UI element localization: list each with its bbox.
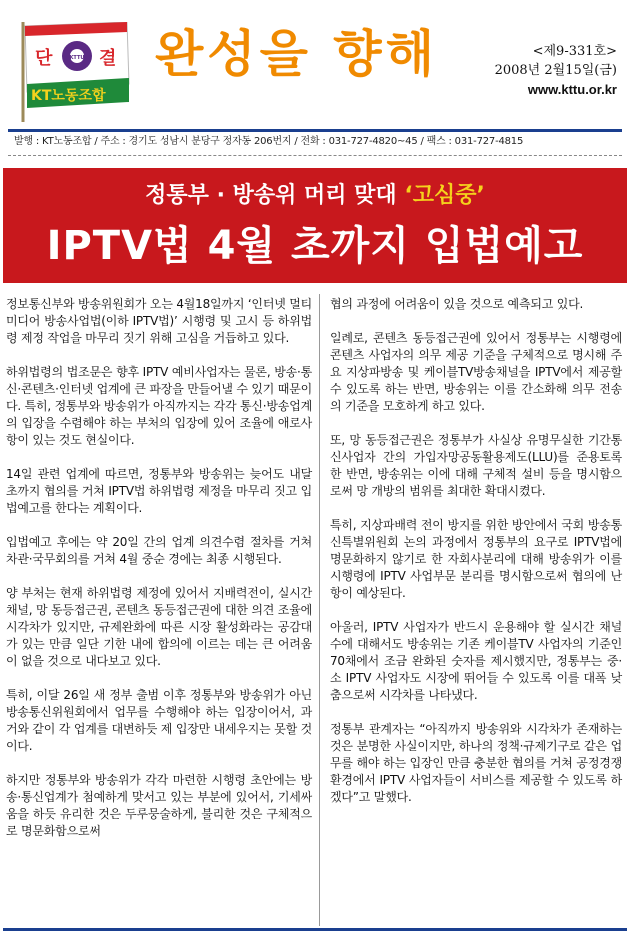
- article-paragraph: 양 부처는 현재 하위법령 제정에 있어서 지배력전이, 실시간채널, 망 동등접근권, 콘텐츠 동등접근권에 대한 의견 조율에 시각차가 있지만, 규제완화에 따른 시장 활성화라는 공감대가 있는 만큼 일단 기한 내에 합의에 이르는 데는 큰 어려움이 없을 것으로 내다보고 있다.: [6, 586, 312, 668]
- issue-number: <제9-331호>: [532, 44, 617, 59]
- union-flag-logo: [15, 22, 133, 122]
- article-paragraph: 하지만 정통부와 방송위가 각각 마련한 시행령 초안에는 방송·통신업계가 첨예하게 맞서고 있는 부분에 있어서, 기세싸움을 하듯 유리한 것은 두루뭉술하게, 불리한 것은 구체적으로 명문화함으로써: [6, 773, 312, 838]
- masthead: [5, 6, 625, 132]
- flag-banner-text: KT노동조합: [31, 88, 106, 104]
- issue-date: 2008년 2월15일(금): [494, 63, 617, 78]
- website-link[interactable]: www.kttu.or.kr: [527, 82, 617, 97]
- footer-divider: [3, 928, 627, 931]
- article-paragraph: 정보통신부와 방송위원회가 오는 4월18일까지 ‘인터넷 멀티미디어 방송사업법(이하 IPTV법)’ 시행령 및 고시 등 하위법령 제정 작업을 마무리 짓기 위해 고심을 거듭하고 있다.: [6, 297, 313, 345]
- headline-title: IPTV법 4월 초까지 입법예고: [46, 223, 584, 269]
- flag-text-right: 결: [99, 48, 117, 69]
- article-paragraph: 14일 관련 업계에 따르면, 정통부와 방송위는 늦어도 내달 초까지 협의를 거쳐 IPTV법 하위법령 제정을 마무리 짓고 입법예고를 한다는 계획이다.: [6, 467, 312, 515]
- article-right-column: [330, 296, 622, 823]
- article-left-column: [6, 296, 312, 857]
- article-paragraph: 정통부 관계자는 “아직까지 방송위와 시각차가 존재하는 것은 분명한 사실이지만, 하나의 정책·규제기구로 같은 업무를 해야 하는 입장인 만큼 충분한 협의를 거쳐 공정경쟁 환경에서 IPTV 사업자들이 서비스를 제공할 수 있도록 하겠다”고 말했다.: [330, 722, 622, 804]
- issue-info: [495, 42, 617, 99]
- article-paragraph: 입법예고 후에는 약 20일 간의 업계 의견수렴 절차를 거쳐 차관·국무회의를 거쳐 4월 중순 경에는 최종 시행된다.: [6, 535, 312, 566]
- kicker-accent: ‘고심중’: [404, 183, 485, 208]
- article-paragraph: 특히, 지상파배력 전이 방지를 위한 방안에서 국회 방송통신특별위원회 논의 과정에서 정통부의 요구로 IPTV법에 명문화하지 않기로 한 자회사분리에 대해 방송위가 이를 시행령에 IPTV 사업부문 분리를 명시함으로써 협의에 난항이 예상된다.: [330, 518, 622, 600]
- column-divider: [319, 294, 320, 926]
- dotted-divider: [8, 155, 622, 156]
- article-paragraph: 또, 망 동등접근권은 정통부가 사실상 유명무실한 기간통신사업자 간의 가입자망공동활용제도(LLU)를 준용토록 한 반면, 방송위는 이에 대해 구체적 설비 등을 명시함으로써 망 개방의 범위를 최대한 확대시켰다.: [330, 433, 622, 498]
- article-paragraph: 하위법령의 법조문은 향후 IPTV 예비사업자는 물론, 방송·통신·콘텐츠·인터넷 업계에 큰 파장을 만들어낼 수 있기 때문이다. 특히, 정통부와 방송위가 아직까지는 각각 통신·방송업계의 입장을 수렴해야 하는 부처의 입장에 있어 조율에 애로사항이 있는 것도 현실이다.: [6, 365, 312, 447]
- article-paragraph: 협의 과정에 어려움이 있을 것으로 예측되고 있다.: [330, 297, 584, 311]
- emblem-text: KTTU: [69, 55, 85, 61]
- flag-text-left: 단: [35, 48, 53, 69]
- kicker-text: 정통부 · 방송위 머리 맞대: [145, 183, 405, 208]
- article-paragraph: 일례로, 콘텐츠 동등접근권에 있어서 정통부는 시행령에 콘텐츠 사업자의 의무 제공 기준을 구체적으로 명시해 주요 지상파방송 및 케이블TV방송채널을 IPTV에서 제공할 수 있도록 하는 반면, 방송위는 이를 간소화해 의무 전송의 기준을 모호하게 하고 있다.: [330, 331, 622, 413]
- publisher-line: 발행 : KT노동조합 / 주소 : 경기도 성남시 분당구 정자동 206번지 / 전화 : 031-727-4820~45 / 팩스 : 031-727-4815: [14, 136, 524, 147]
- headline-kicker: [3, 182, 627, 210]
- masthead-divider: [8, 129, 622, 132]
- article-paragraph: 아울러, IPTV 사업자가 반드시 운용해야 할 실시간 채널 수에 대해서도 방송위는 기존 케이블TV 사업자의 기준인 70채에서 조금 완화된 숫자를 제시했지만, 정통부는 중·소 IPTV 사업자도 시장에 뛰어들 수 있도록 이를 대폭 낮춤으로써 시각차를 나타냈다.: [330, 620, 622, 702]
- headline-band: [3, 168, 627, 283]
- article-paragraph: 특히, 이달 26일 새 정부 출범 이후 정통부와 방송위가 아닌 방송통신위원회에서 업무를 수행해야 하는 입장이어서, 과거와 같이 각 업계를 대변하듯 제 입장만 내세우지는 못할 것이다.: [6, 688, 312, 753]
- newsletter-title: 완성을 향해: [155, 25, 438, 83]
